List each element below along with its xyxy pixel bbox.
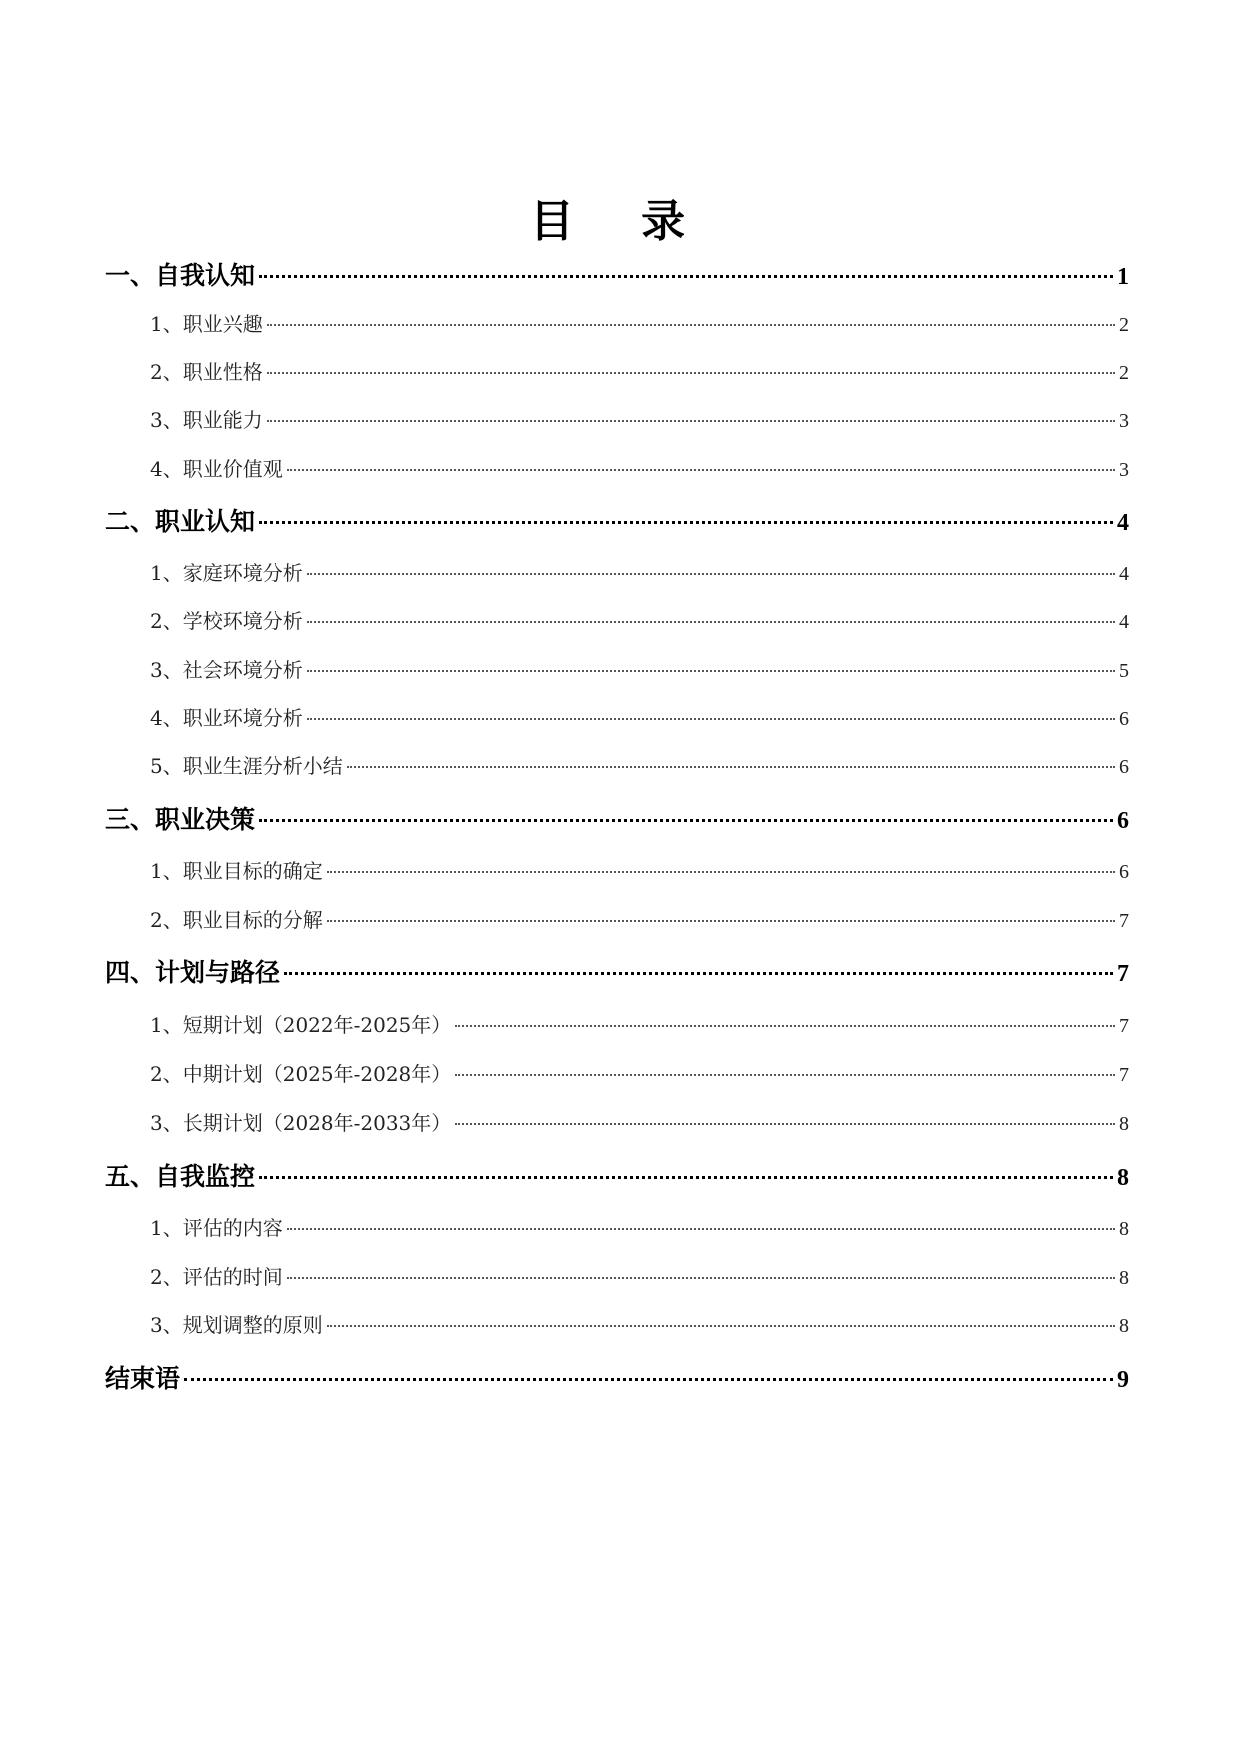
toc-page-number: 7 bbox=[1117, 961, 1129, 987]
toc-page-number: 3 bbox=[1119, 410, 1129, 432]
toc-entry-label: 2、职业性格 bbox=[150, 360, 263, 384]
toc-entry-label: 3、长期计划（2028年-2033年） bbox=[150, 1111, 452, 1135]
toc-page-number: 8 bbox=[1119, 1113, 1129, 1135]
toc-entry-label: 五、自我监控 bbox=[105, 1162, 256, 1191]
dot-leader bbox=[267, 323, 1115, 326]
toc-entry-label: 2、学校环境分析 bbox=[150, 609, 303, 633]
toc-entry-heading[interactable] bbox=[105, 953, 1129, 993]
toc-page-number: 7 bbox=[1119, 1015, 1129, 1037]
dot-leader bbox=[307, 717, 1115, 720]
toc-entry-subheading[interactable] bbox=[150, 1107, 1129, 1139]
toc-page-number: 2 bbox=[1119, 314, 1129, 336]
toc-entry-subheading[interactable] bbox=[150, 654, 1129, 686]
toc-page-number: 5 bbox=[1119, 660, 1129, 682]
toc-entry-subheading[interactable] bbox=[150, 1309, 1129, 1341]
toc-entry-subheading[interactable] bbox=[150, 702, 1129, 734]
toc-page-number: 8 bbox=[1119, 1267, 1129, 1289]
dot-leader bbox=[287, 468, 1115, 471]
dot-leader bbox=[455, 1024, 1115, 1027]
dot-leader bbox=[347, 765, 1115, 768]
dot-leader bbox=[287, 1227, 1115, 1230]
toc-entry-subheading[interactable] bbox=[150, 404, 1129, 436]
toc-entry-heading[interactable] bbox=[105, 1157, 1129, 1197]
toc-entry-label: 1、职业目标的确定 bbox=[150, 859, 323, 883]
toc-entry-subheading[interactable] bbox=[150, 557, 1129, 589]
toc-entry-label: 4、职业环境分析 bbox=[150, 706, 303, 730]
toc-entry-subheading[interactable] bbox=[150, 855, 1129, 887]
dot-leader bbox=[259, 818, 1113, 822]
toc-entry-label: 1、评估的内容 bbox=[150, 1216, 283, 1240]
dot-leader bbox=[307, 620, 1115, 623]
toc-entry-subheading[interactable] bbox=[150, 605, 1129, 637]
toc-entry-heading[interactable] bbox=[105, 502, 1129, 542]
toc-page-number: 8 bbox=[1117, 1165, 1129, 1191]
toc-entry-label: 3、职业能力 bbox=[150, 408, 263, 432]
dot-leader bbox=[284, 971, 1113, 975]
toc-page-number: 8 bbox=[1119, 1315, 1129, 1337]
dot-leader bbox=[287, 1276, 1115, 1279]
dot-leader bbox=[455, 1073, 1115, 1076]
toc-page-number: 6 bbox=[1119, 861, 1129, 883]
toc-entry-label: 2、职业目标的分解 bbox=[150, 908, 323, 932]
dot-leader bbox=[259, 274, 1113, 278]
toc-entry-label: 3、规划调整的原则 bbox=[150, 1313, 323, 1337]
toc-page-number: 7 bbox=[1119, 910, 1129, 932]
toc-entry-label: 2、中期计划（2025年-2028年） bbox=[150, 1062, 452, 1086]
toc-entry-heading[interactable] bbox=[105, 256, 1129, 296]
toc-entry-subheading[interactable] bbox=[150, 356, 1129, 388]
toc-entry-label: 1、短期计划（2022年-2025年） bbox=[150, 1013, 452, 1037]
toc-entry-subheading[interactable] bbox=[150, 904, 1129, 936]
toc-page-number: 3 bbox=[1119, 459, 1129, 481]
toc-entry-subheading[interactable] bbox=[150, 1212, 1129, 1244]
dot-leader bbox=[327, 1324, 1115, 1327]
toc-entry-heading[interactable] bbox=[105, 1359, 1129, 1399]
toc-entry-label: 二、职业认知 bbox=[105, 507, 256, 536]
toc-page-number: 6 bbox=[1119, 708, 1129, 730]
toc-entry-label: 结束语 bbox=[105, 1364, 181, 1393]
dot-leader bbox=[259, 520, 1113, 524]
toc-entry-subheading[interactable] bbox=[150, 750, 1129, 782]
toc-page-number: 6 bbox=[1119, 756, 1129, 778]
page-title: 目 录 bbox=[529, 196, 712, 247]
dot-leader bbox=[455, 1122, 1115, 1125]
toc-entry-subheading[interactable] bbox=[150, 1009, 1129, 1041]
dot-leader bbox=[267, 371, 1115, 374]
toc-entry-label: 三、职业决策 bbox=[105, 805, 256, 834]
toc-entry-subheading[interactable] bbox=[150, 1058, 1129, 1090]
dot-leader bbox=[267, 419, 1115, 422]
toc-page-number: 7 bbox=[1119, 1064, 1129, 1086]
toc-entry-heading[interactable] bbox=[105, 800, 1129, 840]
toc-entry-label: 5、职业生涯分析小结 bbox=[150, 754, 343, 778]
toc-entry-label: 1、家庭环境分析 bbox=[150, 561, 303, 585]
dot-leader bbox=[307, 669, 1115, 672]
dot-leader bbox=[259, 1175, 1113, 1179]
dot-leader bbox=[184, 1377, 1113, 1381]
toc-page-number: 4 bbox=[1119, 611, 1129, 633]
toc-page-number: 2 bbox=[1119, 362, 1129, 384]
toc-entry-label: 四、计划与路径 bbox=[105, 958, 281, 987]
toc-page-number: 9 bbox=[1117, 1367, 1129, 1393]
toc-entry-subheading[interactable] bbox=[150, 308, 1129, 340]
dot-leader bbox=[307, 572, 1115, 575]
dot-leader bbox=[327, 919, 1115, 922]
toc-page-number: 1 bbox=[1117, 264, 1129, 290]
toc-entry-label: 3、社会环境分析 bbox=[150, 658, 303, 682]
toc-page-number: 6 bbox=[1117, 808, 1129, 834]
toc-page-number: 8 bbox=[1119, 1218, 1129, 1240]
toc-entry-label: 一、自我认知 bbox=[105, 261, 256, 290]
toc-entry-label: 1、职业兴趣 bbox=[150, 312, 263, 336]
toc-page-number: 4 bbox=[1119, 563, 1129, 585]
toc-entry-label: 4、职业价值观 bbox=[150, 457, 283, 481]
toc-entry-subheading[interactable] bbox=[150, 1261, 1129, 1293]
dot-leader bbox=[327, 870, 1115, 873]
toc-entry-label: 2、评估的时间 bbox=[150, 1265, 283, 1289]
toc-entry-subheading[interactable] bbox=[150, 453, 1129, 485]
toc-page-number: 4 bbox=[1117, 510, 1129, 536]
